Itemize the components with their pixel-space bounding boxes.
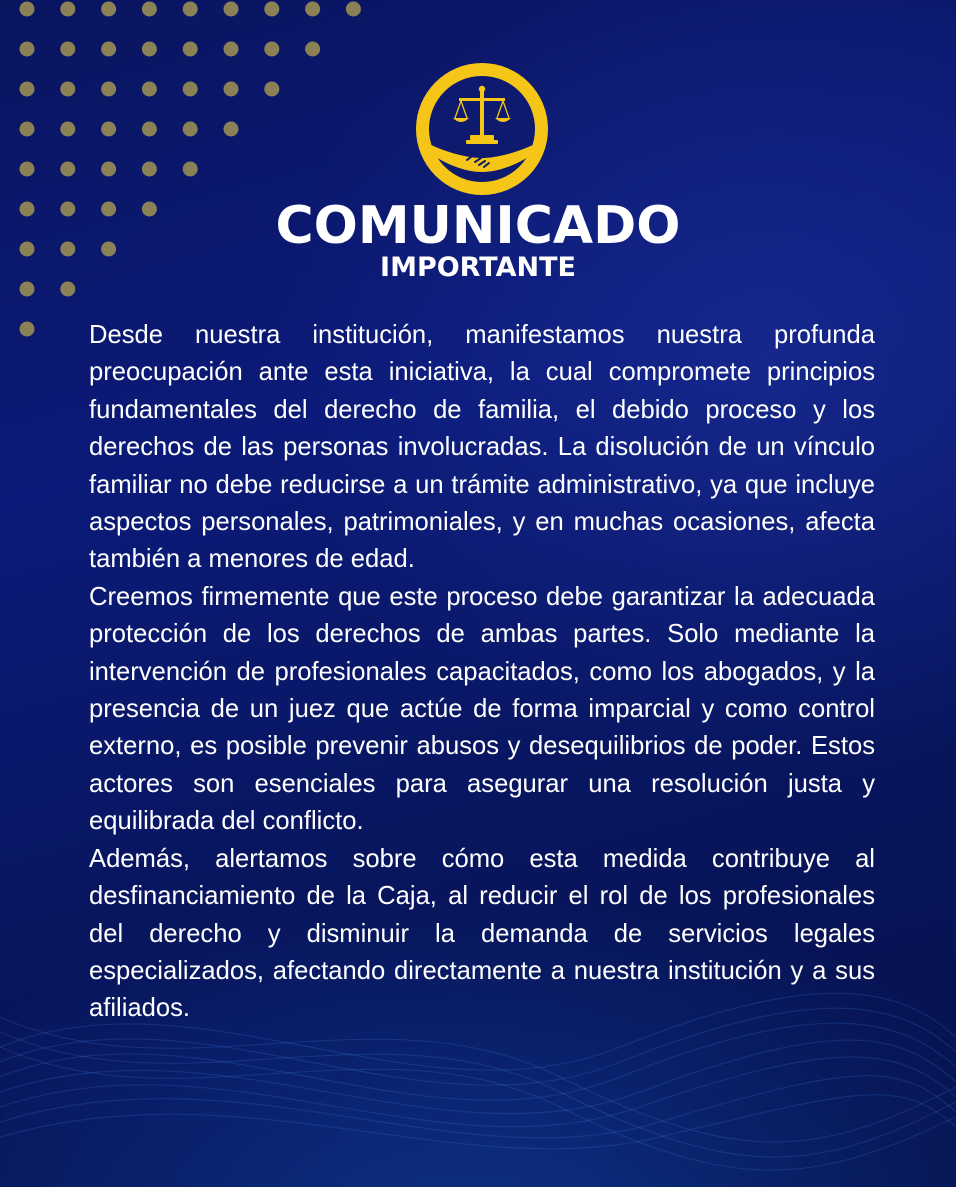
decorative-dot: [142, 82, 157, 97]
decorative-dot: [60, 122, 75, 137]
page-title: COMUNICADO: [275, 196, 681, 256]
decorative-dot: [142, 42, 157, 57]
decorative-dot: [60, 2, 75, 17]
decorative-dot: [183, 122, 198, 137]
decorative-dot: [224, 122, 239, 137]
body-paragraph: Creemos firmemente que este proceso debe garantizar la adecuada protección de los derechos de ambas partes. Solo mediante la intervención de profesionales capacitados, como los abogados, y la presencia de un juez que actúe de forma imparcial y como control externo, es posible prevenir abusos y desequilibrios de poder. Estos actores son esenciales para asegurar una resolución justa y equilibrada del conflicto.: [89, 582, 875, 836]
decorative-dot: [20, 322, 35, 337]
decorative-dot: [224, 42, 239, 57]
decorative-dot: [183, 42, 198, 57]
decorative-dot: [264, 82, 279, 97]
decorative-dot: [264, 42, 279, 57]
decorative-dot: [20, 122, 35, 137]
decorative-dot: [60, 162, 75, 177]
decorative-dot: [224, 2, 239, 17]
decorative-dot: [20, 162, 35, 177]
decorative-dot: [346, 2, 361, 17]
decorative-dot: [20, 42, 35, 57]
decorative-dot: [101, 82, 116, 97]
decorative-dot: [183, 82, 198, 97]
decorative-dot: [264, 2, 279, 17]
decorative-dot: [142, 162, 157, 177]
page-subtitle: IMPORTANTE: [380, 252, 576, 283]
decorative-dot: [101, 2, 116, 17]
body-paragraph: Además, alertamos sobre cómo esta medida contribuye al desfinanciamiento de la Caja, al reducir el rol de los profesionales del derecho y disminuir la demanda de servicios legales especializados, afectando directamente a nuestra institución y a sus afiliados.: [89, 844, 875, 1023]
decorative-dot: [305, 42, 320, 57]
decorative-dot: [20, 2, 35, 17]
decorative-dot: [183, 2, 198, 17]
body-paragraph: Desde nuestra institución, manifestamos nuestra profunda preocupación ante esta iniciativa, la cual compromete principios fundamentales del derecho de familia, el debido proceso y los derechos de las personas involucradas. La disolución de un vínculo familiar no debe reducirse a un trámite administrativo, ya que incluye aspectos personales, patrimoniales, y en muchas ocasiones, afecta también a menores de edad.: [89, 321, 875, 574]
decorative-dot: [142, 2, 157, 17]
decorative-dot: [20, 82, 35, 97]
decorative-dot: [101, 42, 116, 57]
decorative-dot: [142, 122, 157, 137]
decorative-dot: [101, 122, 116, 137]
decorative-dot: [60, 42, 75, 57]
decorative-dot: [224, 82, 239, 97]
announcement-body: [89, 317, 875, 1028]
decorative-dot: [60, 82, 75, 97]
decorative-dot-grid: [0, 0, 380, 345]
scales-handshake-icon: [415, 62, 549, 196]
decorative-dot: [183, 162, 198, 177]
decorative-dot: [101, 162, 116, 177]
decorative-dot: [305, 2, 320, 17]
